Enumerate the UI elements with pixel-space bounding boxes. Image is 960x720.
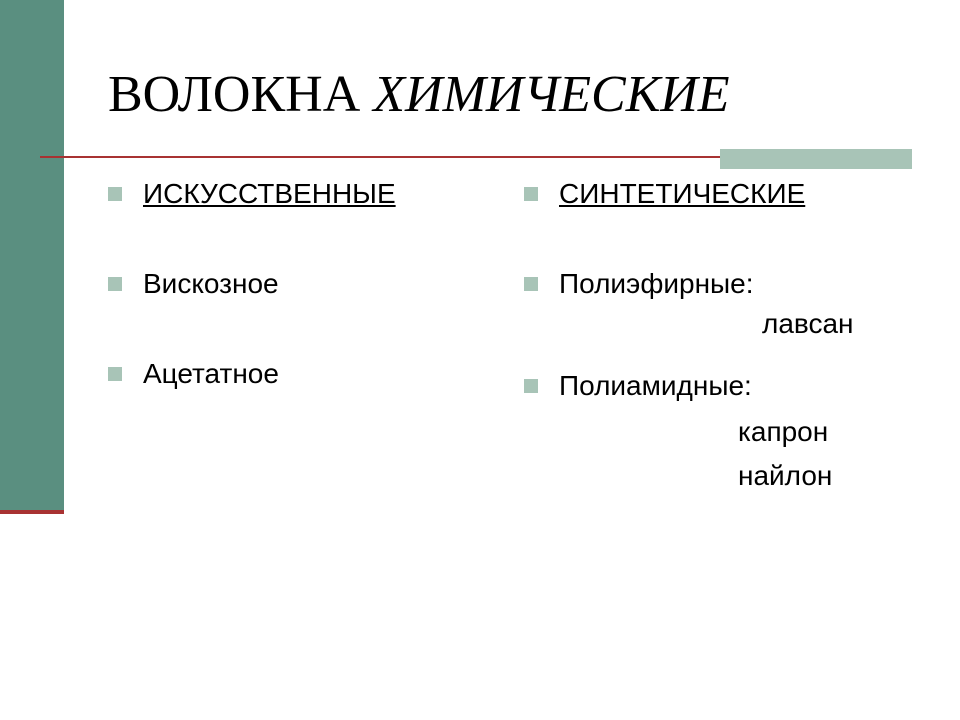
square-bullet-icon xyxy=(524,277,538,291)
right-heading: СИНТЕТИЧЕСКИЕ xyxy=(559,178,806,209)
group-example: лавсан xyxy=(762,308,854,339)
list-item xyxy=(524,368,924,404)
square-bullet-icon xyxy=(108,277,122,291)
slide-title xyxy=(108,64,730,126)
list-item xyxy=(108,266,468,302)
left-column xyxy=(108,176,468,392)
square-bullet-icon xyxy=(524,187,538,201)
title-rule-accent xyxy=(720,149,912,169)
side-accent-bar-base xyxy=(0,510,64,514)
left-item-text: Вискозное xyxy=(143,268,279,299)
list-item xyxy=(108,176,468,212)
title-italic: ХИМИЧЕСКИЕ xyxy=(373,66,730,123)
side-accent-bar xyxy=(0,0,64,512)
square-bullet-icon xyxy=(108,187,122,201)
square-bullet-icon xyxy=(524,379,538,393)
left-heading: ИСКУССТВЕННЫЕ xyxy=(143,178,396,209)
group-label: Полиамидные: xyxy=(559,370,752,401)
group-example: найлон xyxy=(738,460,833,491)
square-bullet-icon xyxy=(108,367,122,381)
title-normal: ВОЛОКНА xyxy=(108,66,361,123)
list-item xyxy=(108,356,468,392)
left-item-text: Ацетатное xyxy=(143,358,279,389)
list-item xyxy=(524,176,924,212)
group-label: Полиэфирные: xyxy=(559,268,754,299)
list-item xyxy=(524,266,924,302)
right-column xyxy=(524,176,924,498)
group-example: капрон xyxy=(738,416,829,447)
